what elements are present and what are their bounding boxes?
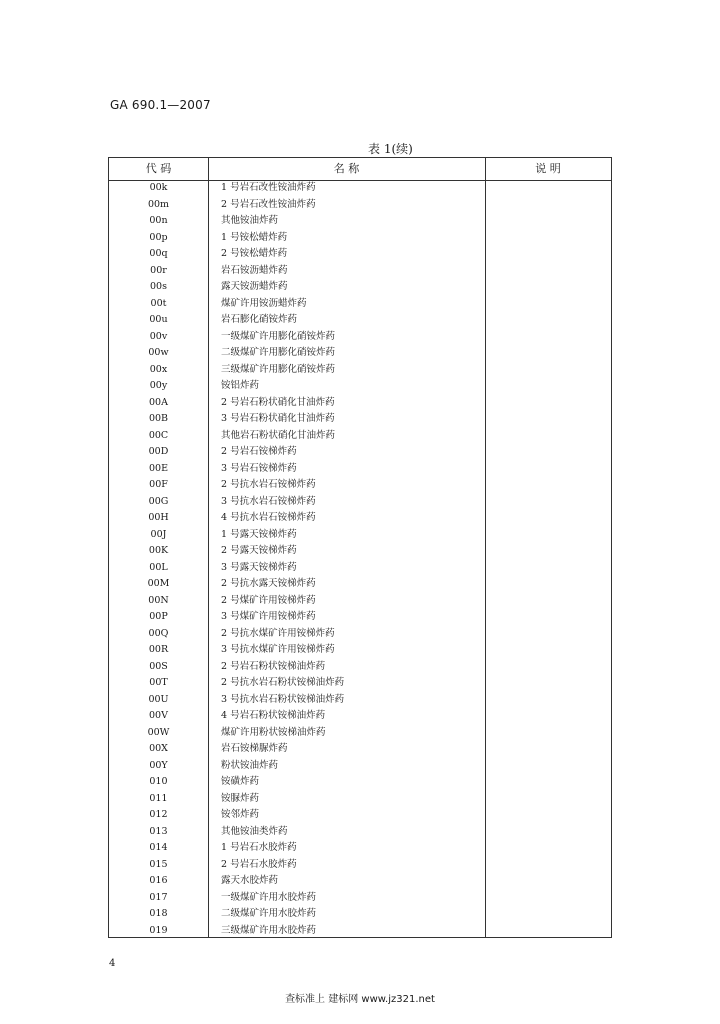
table-row bbox=[109, 378, 611, 395]
cell-name: 露天铵沥蜡炸药 bbox=[221, 281, 288, 292]
cell-code: 00T bbox=[149, 677, 168, 688]
table-row bbox=[109, 477, 611, 494]
table-row bbox=[109, 873, 611, 890]
table-body bbox=[109, 180, 611, 939]
table-row bbox=[109, 824, 611, 841]
cell-code: 010 bbox=[149, 776, 168, 787]
table-row bbox=[109, 708, 611, 725]
cell-name: 2 号抗水岩石粉状铵梯油炸药 bbox=[221, 677, 345, 688]
table-row bbox=[109, 230, 611, 247]
table-row bbox=[109, 345, 611, 362]
cell-code: 00J bbox=[150, 528, 167, 540]
table-row bbox=[109, 428, 611, 445]
table-row bbox=[109, 890, 611, 907]
table-row bbox=[109, 329, 611, 346]
cell-code: 00L bbox=[149, 561, 168, 573]
data-table bbox=[108, 157, 612, 938]
standard-code: GA 690.1—2007 bbox=[110, 98, 211, 112]
cell-code: 00m bbox=[147, 198, 170, 210]
cell-name: 3 号岩石粉状硝化甘油炸药 bbox=[221, 413, 335, 424]
table-row bbox=[109, 213, 611, 230]
cell-name: 煤矿许用粉状铵梯油炸药 bbox=[221, 726, 326, 738]
table-row bbox=[109, 807, 611, 824]
cell-code: 00q bbox=[149, 248, 168, 259]
cell-code: 00A bbox=[149, 396, 168, 408]
table-row bbox=[109, 494, 611, 511]
cell-name: 3 号露天铵梯炸药 bbox=[221, 561, 297, 573]
cell-name: 2 号抗水露天铵梯炸药 bbox=[221, 578, 316, 589]
cell-name: 岩石膨化硝铵炸药 bbox=[221, 314, 298, 325]
table-row bbox=[109, 510, 611, 527]
cell-code: 00p bbox=[149, 231, 168, 243]
table-row bbox=[109, 758, 611, 775]
cell-code: 019 bbox=[149, 924, 168, 936]
cell-name: 其他岩石粉状硝化甘油炸药 bbox=[221, 429, 336, 441]
table-row bbox=[109, 609, 611, 626]
cell-code: 016 bbox=[149, 875, 168, 886]
cell-name: 3 号岩石铵梯炸药 bbox=[221, 462, 297, 474]
cell-name: 岩石铵梯脲炸药 bbox=[221, 743, 288, 754]
cell-name: 其他铵油类炸药 bbox=[221, 825, 288, 837]
cell-code: 00r bbox=[150, 264, 167, 276]
table-row bbox=[109, 362, 611, 379]
table-row bbox=[109, 279, 611, 296]
table-row bbox=[109, 857, 611, 874]
cell-code: 00n bbox=[149, 215, 168, 226]
cell-name: 2 号露天铵梯炸药 bbox=[221, 545, 297, 556]
header-name: 名 称 bbox=[333, 162, 360, 175]
cell-name: 铵铝炸药 bbox=[221, 380, 260, 391]
cell-name: 2 号铵松蜡炸药 bbox=[221, 248, 288, 259]
cell-code: 00E bbox=[148, 462, 169, 474]
table-row bbox=[109, 543, 611, 560]
cell-name: 2 号抗水岩石铵梯炸药 bbox=[221, 479, 316, 490]
cell-code: 014 bbox=[149, 842, 168, 853]
cell-code: 00w bbox=[148, 347, 169, 358]
cell-name: 三级煤矿许用水胶炸药 bbox=[221, 924, 317, 936]
header-code: 代 码 bbox=[145, 162, 172, 175]
cell-code: 00K bbox=[148, 545, 169, 556]
cell-code: 013 bbox=[149, 825, 168, 837]
table-row bbox=[109, 312, 611, 329]
table-row bbox=[109, 791, 611, 808]
table-row bbox=[109, 593, 611, 610]
cell-code: 015 bbox=[149, 858, 168, 870]
cell-name: 一级煤矿许用水胶炸药 bbox=[221, 891, 317, 903]
cell-code: 00t bbox=[150, 297, 167, 309]
cell-name: 1 号露天铵梯炸药 bbox=[221, 528, 297, 540]
cell-code: 00s bbox=[150, 281, 167, 292]
cell-name: 露天水胶炸药 bbox=[221, 875, 279, 886]
cell-code: 00Q bbox=[148, 627, 169, 639]
cell-code: 017 bbox=[149, 891, 168, 903]
cell-code: 00Y bbox=[149, 759, 168, 771]
cell-code: 00S bbox=[149, 660, 168, 672]
cell-name: 3 号抗水岩石铵梯炸药 bbox=[221, 495, 316, 507]
table-row bbox=[109, 840, 611, 857]
cell-name: 2 号抗水煤矿许用铵梯炸药 bbox=[221, 627, 335, 639]
table-row bbox=[109, 461, 611, 478]
cell-name: 三级煤矿许用膨化硝铵炸药 bbox=[221, 363, 336, 375]
cell-name: 3 号抗水岩石粉状铵梯油炸药 bbox=[221, 693, 345, 705]
cell-code: 00N bbox=[148, 594, 169, 606]
cell-code: 00D bbox=[148, 446, 169, 457]
cell-name: 铵磺炸药 bbox=[221, 776, 260, 787]
cell-code: 00y bbox=[149, 380, 168, 391]
footer-watermark: 查标准上 建标网 www.jz321.net bbox=[285, 994, 435, 1005]
table-row bbox=[109, 576, 611, 593]
table-row bbox=[109, 296, 611, 313]
header-note: 说 明 bbox=[535, 162, 561, 175]
cell-code: 00P bbox=[149, 611, 168, 622]
page-number: 4 bbox=[109, 958, 116, 969]
table-row bbox=[109, 642, 611, 659]
cell-code: 00u bbox=[149, 314, 168, 325]
cell-name: 1 号铵松蜡炸药 bbox=[221, 231, 288, 243]
cell-name: 二级煤矿许用水胶炸药 bbox=[221, 908, 317, 919]
table-row bbox=[109, 626, 611, 643]
cell-code: 00v bbox=[149, 330, 168, 342]
cell-name: 3 号煤矿许用铵梯炸药 bbox=[221, 611, 316, 622]
cell-code: 012 bbox=[149, 809, 168, 820]
table-row bbox=[109, 692, 611, 709]
cell-name: 2 号岩石铵梯炸药 bbox=[221, 446, 297, 457]
cell-name: 2 号岩石粉状硝化甘油炸药 bbox=[221, 396, 335, 408]
cell-name: 4 号岩石粉状铵梯油炸药 bbox=[221, 710, 326, 721]
table-row bbox=[109, 395, 611, 412]
cell-code: 011 bbox=[149, 792, 168, 804]
table-row bbox=[109, 444, 611, 461]
cell-code: 00F bbox=[149, 479, 168, 490]
table-row bbox=[109, 263, 611, 280]
table-row bbox=[109, 411, 611, 428]
cell-code: 00G bbox=[148, 495, 169, 507]
cell-code: 00x bbox=[149, 363, 168, 375]
table-title: 表 1(续) bbox=[368, 142, 413, 156]
table-row bbox=[109, 197, 611, 214]
cell-code: 00B bbox=[148, 413, 169, 424]
cell-code: 00H bbox=[148, 512, 169, 523]
table-row bbox=[109, 527, 611, 544]
cell-name: 铵脲炸药 bbox=[221, 792, 260, 804]
cell-code: 00U bbox=[148, 693, 169, 705]
cell-name: 1 号岩石水胶炸药 bbox=[221, 842, 297, 853]
table-row bbox=[109, 675, 611, 692]
cell-name: 粉状铵油炸药 bbox=[221, 759, 279, 771]
cell-code: 00k bbox=[149, 182, 168, 193]
cell-code: 00M bbox=[147, 578, 170, 589]
table-row bbox=[109, 725, 611, 742]
cell-name: 二级煤矿许用膨化硝铵炸药 bbox=[221, 347, 336, 358]
cell-name: 铵邻炸药 bbox=[221, 809, 260, 820]
table-row bbox=[109, 774, 611, 791]
cell-code: 00W bbox=[147, 726, 170, 738]
table-row bbox=[109, 246, 611, 263]
cell-code: 00C bbox=[148, 429, 169, 441]
cell-name: 2 号岩石水胶炸药 bbox=[221, 858, 297, 870]
cell-code: 018 bbox=[149, 908, 168, 919]
cell-name: 2 号岩石改性铵油炸药 bbox=[221, 198, 316, 210]
cell-name: 岩石铵沥蜡炸药 bbox=[221, 264, 288, 276]
cell-name: 1 号岩石改性铵油炸药 bbox=[221, 182, 316, 193]
table-row bbox=[109, 560, 611, 577]
cell-name: 2 号岩石粉状铵梯油炸药 bbox=[221, 660, 326, 672]
cell-name: 3 号抗水煤矿许用铵梯炸药 bbox=[221, 644, 335, 655]
table-row bbox=[109, 659, 611, 676]
cell-name: 一级煤矿许用膨化硝铵炸药 bbox=[221, 330, 336, 342]
cell-name: 2 号煤矿许用铵梯炸药 bbox=[221, 594, 316, 606]
cell-code: 00R bbox=[148, 644, 169, 655]
cell-name: 4 号抗水岩石铵梯炸药 bbox=[221, 512, 316, 523]
table-row bbox=[109, 906, 611, 923]
cell-code: 00X bbox=[149, 743, 168, 754]
cell-code: 00V bbox=[149, 710, 168, 721]
table-row bbox=[109, 741, 611, 758]
table-row bbox=[109, 180, 611, 197]
cell-name: 煤矿许用铵沥蜡炸药 bbox=[221, 297, 307, 309]
cell-name: 其他铵油炸药 bbox=[221, 215, 279, 226]
table-row bbox=[109, 923, 611, 940]
